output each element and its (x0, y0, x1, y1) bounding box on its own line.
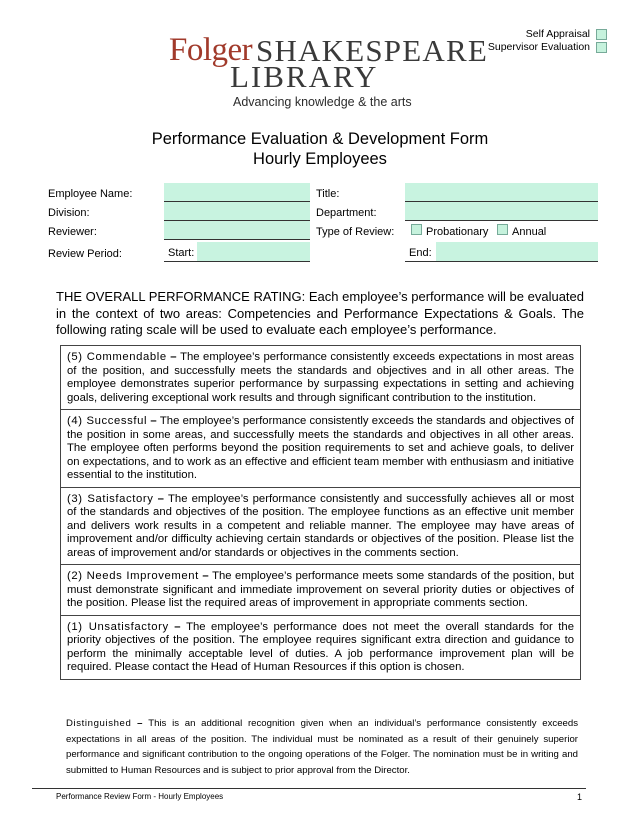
rating-description: The employee’s performance meets some standards of the position, but must demonstrate significant and immediate improvement on several priority duties or objectives of the position. Please list the required areas of improvement in appropriate comments section. (67, 570, 574, 609)
rating-successful (61, 409, 580, 487)
rating-scale-table (60, 345, 581, 680)
reviewer-field[interactable] (164, 221, 310, 240)
end-date-fill[interactable] (436, 242, 598, 261)
probationary-label: Probationary (426, 226, 489, 238)
rating-dash: – (153, 492, 169, 505)
rating-name: (1) Unsatisfactory (67, 620, 169, 633)
annual-checkbox[interactable] (497, 224, 508, 235)
rating-name: (5) Commendable (67, 351, 167, 363)
supervisor-evaluation-checkbox[interactable] (596, 42, 607, 53)
rating-satisfactory (61, 487, 580, 565)
self-appraisal-checkbox[interactable] (596, 29, 607, 40)
rating-name: (3) Satisfactory (67, 492, 154, 505)
rating-description: The employee’s performance consistently exceeds expectations in most areas of the position, and successfully meets the standards and objectives and in all other areas. The employee demonstrates superior performance by surpassing expectations in setting and achieving goals, delivering exceptional work results and through significant contribution to the institution. (67, 351, 574, 404)
footer-text: Performance Review Form - Hourly Employees (56, 792, 224, 801)
annual-label: Annual (512, 226, 547, 238)
employee-name-label: Employee Name: (48, 188, 133, 200)
rating-unsatisfactory (61, 615, 580, 679)
supervisor-evaluation-label: Supervisor Evaluation (487, 41, 590, 53)
page-title: Performance Evaluation & Development Form (151, 130, 489, 148)
page-subtitle: Hourly Employees (253, 150, 387, 168)
department-label: Department: (316, 207, 377, 219)
rating-needs-improvement (61, 564, 580, 615)
division-label: Division: (48, 207, 90, 219)
end-date-field[interactable] (405, 242, 598, 262)
rating-dash: – (168, 620, 187, 633)
distinguished-dash: – (131, 718, 149, 729)
logo-library: LIBRARY (230, 59, 379, 94)
type-of-review-label: Type of Review: (316, 226, 395, 238)
rating-name: (4) Successful (67, 415, 148, 427)
rating-description: The employee’s performance consistently and successfully achieves all or most of the standards and objectives of the position. The employee functions as an effective unit member and delivers work results in a competent and reliable manner. The employee may have areas of improvement and/or difficulty achieving certain standards or objectives of the position. Please list the areas of improvement and/or standards or objectives in the comments section. (67, 492, 574, 559)
rating-dash: – (166, 351, 181, 363)
overall-rating-intro: THE OVERALL PERFORMANCE RATING: Each employee’s performance will be evaluated in the context of two areas: Competencies and Performance Expectations & Goals. The following rating scale will be used to evaluate each employee’s performance. (56, 289, 584, 337)
rating-dash: – (198, 570, 213, 582)
start-date-fill[interactable] (197, 242, 310, 261)
review-period-label: Review Period: (48, 248, 122, 260)
logo-shakespeare: SHAKESPEARE (256, 33, 488, 68)
self-appraisal-label: Self Appraisal (525, 28, 590, 40)
logo-folger: Folger (169, 32, 253, 68)
reviewer-label: Reviewer: (48, 226, 97, 238)
logo-tagline: Advancing knowledge & the arts (233, 95, 412, 109)
end-label: End: (409, 247, 435, 259)
rating-commendable (61, 346, 580, 409)
title-label: Title: (316, 188, 340, 200)
probationary-checkbox[interactable] (411, 224, 422, 235)
division-field[interactable] (164, 202, 310, 221)
folger-logo (163, 32, 488, 112)
distinguished-description: This is an additional recognition given when an individual’s performance consistently exceeds expectations in all areas of the position. The individual must be nominated as a result of their genuinely superior performance and significant contribution to the ongoing operations of the Folger. The nomination must be in writing and submitted to Human Resources and is subject to prior approval from the Director. (66, 718, 579, 777)
rating-name: (2) Needs Improvement (67, 570, 199, 582)
department-field[interactable] (405, 202, 598, 221)
footer-divider (32, 788, 586, 789)
start-date-field[interactable] (164, 242, 310, 262)
rating-description: The employee’s performance does not meet the overall standards for the priority objectives of the position. The employee requires significant extra direction and guidance to perform the minimally acceptable level of duties. A job performance improvement plan will be required. Please contact the Head of Human Resources if this option is chosen. (67, 620, 574, 673)
distinguished-note (66, 716, 578, 779)
page-number: 1 (576, 792, 582, 802)
employee-name-field[interactable] (164, 183, 310, 202)
rating-dash: – (147, 415, 160, 427)
start-label: Start: (168, 247, 197, 259)
distinguished-name: Distinguished (66, 718, 132, 729)
supervisor-evaluation-option[interactable] (488, 41, 607, 53)
title-field[interactable] (405, 183, 598, 202)
self-appraisal-option[interactable] (526, 28, 607, 40)
rating-description: The employee’s performance consistently exceeds the standards and objectives of the position in some areas, and successfully meets the standards and objectives in all other areas. The employee often performs beyond the position requirements to set and achieve goals, to deliver on expectations, and to work as an effective and efficient team member with enthusiasm and initiative essential to the institution. (67, 415, 574, 481)
